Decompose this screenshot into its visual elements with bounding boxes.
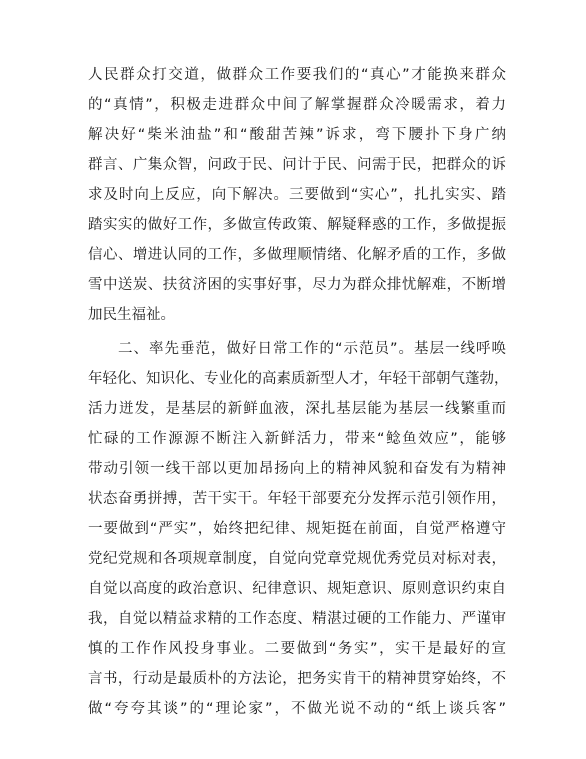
text-line: 党纪党规和各项规章制度，自觉向党章党规优秀党员对标对表， <box>88 551 506 567</box>
text-line: 忙碌的工作源源不断注入新鲜活力，带来“鲶鱼效应”，能够 <box>88 431 506 447</box>
text-line: 加民生福祉。 <box>88 307 175 323</box>
paragraph-2 <box>88 334 509 724</box>
text-line: 求及时向上反应，向下解决。三要做到“实心”，扎扎实实、踏 <box>88 187 506 203</box>
text-line: 解决好“柴米油盐”和“酸甜苦辣”诉求，弯下腰扑下身广纳 <box>88 127 506 143</box>
text-line: 带动引领一线干部以更加昂扬向上的精神风貌和奋发有为精神 <box>88 461 506 477</box>
section-heading-line: 二、率先垂范，做好日常工作的“示范员”。基层一线呼唤 <box>118 341 506 357</box>
text-line: 年轻化、知识化、专业化的高素质新型人才，年轻干部朝气蓬勃， <box>88 371 509 387</box>
text-line: 雪中送炭、扶贫济困的实事好事，尽力为群众排忧解难，不断增 <box>88 277 506 293</box>
text-line: 状态奋勇拼搏，苦干实干。年轻干部要充分发挥示范引领作用， <box>88 491 506 507</box>
text-line: 我，自觉以精益求精的工作态度、精湛过硬的工作能力、严谨审 <box>88 611 506 627</box>
text-line: 慎的工作作风投身事业。二要做到“务实”，实干是最好的宣 <box>88 641 506 657</box>
text-line: 踏实实的做好工作，多做宣传政策、解疑释惑的工作，多做提振 <box>88 217 506 233</box>
document-body <box>88 60 509 724</box>
text-line: 活力迸发，是基层的新鲜血液，深扎基层能为基层一线繁重而 <box>88 401 506 417</box>
text-line: 人民群众打交道，做群众工作要我们的“真心”才能换来群众 <box>88 67 506 83</box>
text-line: 群言、广集众智，问政于民、问计于民、问需于民，把群众的诉 <box>88 157 506 173</box>
text-line: 自觉以高度的政治意识、纪律意识、规矩意识、原则意识约束自 <box>88 581 506 597</box>
text-line: 一要做到“严实”，始终把纪律、规矩挺在前面，自觉严格遵守 <box>88 521 506 537</box>
paragraph-1 <box>88 60 506 330</box>
text-line: 信心、增进认同的工作，多做理顺情绪、化解矛盾的工作，多做 <box>88 247 506 263</box>
text-line: 言书，行动是最质朴的方法论，把务实肯干的精神贯穿始终，不 <box>88 671 506 687</box>
text-line: 的“真情”，积极走进群众中间了解掌握群众冷暖需求，着力 <box>88 97 506 113</box>
text-line: 做“夸夸其谈”的“理论家”，不做光说不动的“纸上谈兵客” <box>88 701 506 717</box>
